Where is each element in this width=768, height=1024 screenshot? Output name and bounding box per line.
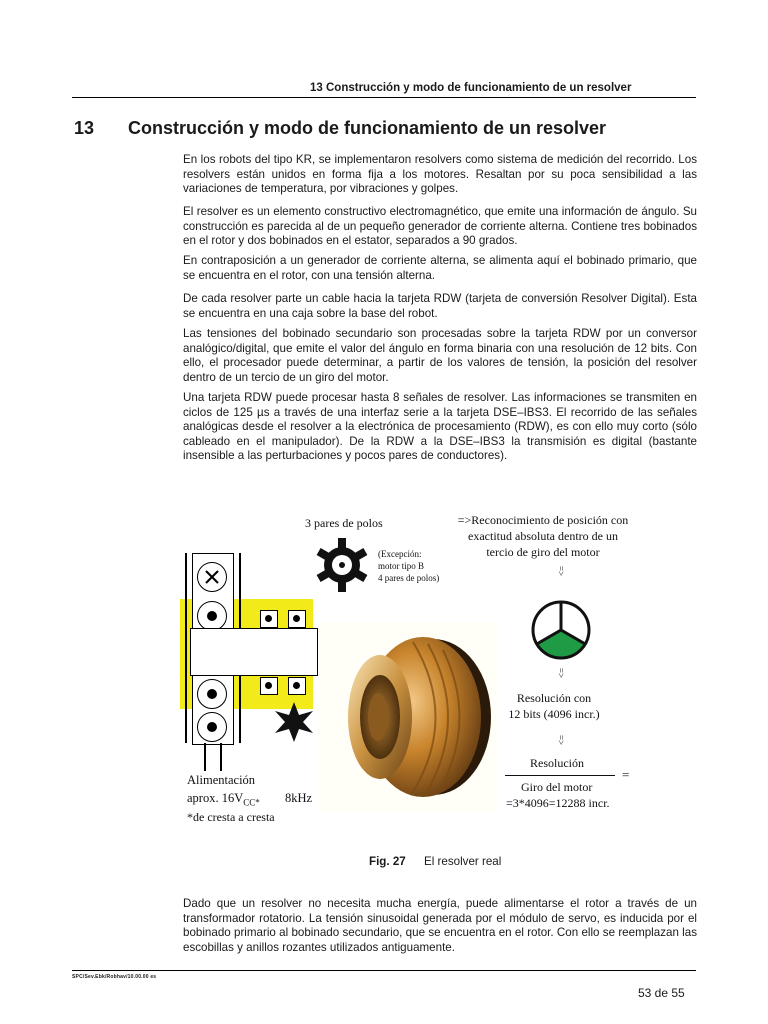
small-terminal-icon — [288, 677, 306, 695]
fraction-bar — [505, 775, 615, 776]
footer-code: SPC/Sev.Ebk/Robhav/10.00.00 es — [72, 974, 157, 980]
terminal-screw-icon — [197, 679, 227, 709]
supply-label: Alimentación — [187, 773, 256, 787]
supply-frequency: 8kHz — [285, 791, 313, 805]
star-icon — [272, 700, 316, 744]
exception-line: 4 pares de polos) — [378, 573, 440, 583]
module-box — [190, 628, 318, 676]
terminal-screw-icon — [197, 562, 227, 592]
fraction-denominator: Giro del motor — [521, 780, 593, 794]
fraction-numerator: Resolución — [530, 756, 584, 770]
pole-pairs-label: 3 pares de polos — [305, 516, 383, 530]
supply-note: *de cresta a cresta — [187, 810, 275, 824]
supply-voltage — [187, 791, 260, 808]
chapter-number: 13 — [74, 118, 95, 138]
strip-guide-line — [185, 553, 187, 743]
paragraph-6: Una tarjeta RDW puede procesar hasta 8 señales de resolver. Las informaciones se transmiten en ciclos de 125 µs a través de una interfaz serie a la tarjeta DSE–IBS3. El recorrido de las señales analógicas desde el resolver a la electrónica de procesamiento (RDW), es con ello muy corto (sólo cableado en el manipulador). De la RDW a la DSE–IBS3 la transmisión es digital (bastante insensible a las perturbaciones y pocos pares de conductores). — [183, 391, 697, 463]
terminal-screw-icon — [197, 601, 227, 631]
arrow-down-icon: => — [556, 734, 567, 746]
paragraph-1: En los robots del tipo KR, se implementaron resolvers como sistema de medición del recorrido. Los resolvers están unidos en forma fija a los motores. Resaltan por su poca sensibilidad a las variaciones de temperatura, por vibraciones y golpes. — [183, 153, 697, 196]
paragraph-5: Las tensiones del bobinado secundario son procesadas sobre la tarjeta RDW por un conversor analógico/digital, que emite el valor del ángulo en forma binaria con una resolución de 12 bits. Con ello, el procesador puede determinar, a partir de los valores de tensión, la posición del resolver dentro de un tercio de un giro del motor. — [183, 327, 697, 384]
exception-line: (Excepción: — [378, 549, 422, 559]
lead-wire — [220, 743, 222, 771]
recognition-label — [448, 512, 638, 560]
running-head: 13 Construcción y modo de funcionamiento de un resolver — [310, 82, 632, 94]
figure-caption-label: Fig. 27 — [369, 855, 406, 868]
recognition-line: =>Reconocimiento de posición con — [457, 513, 629, 527]
pole-gear-icon — [313, 536, 371, 594]
paragraph-4: De cada resolver parte un cable hacia la tarjeta RDW (tarjeta de conversión Resolver Digital). Esta se encuentra en una caja sobre la base del robot. — [183, 292, 697, 320]
terminal-screw-icon — [197, 712, 227, 742]
small-terminal-icon — [260, 610, 278, 628]
paragraph-2: El resolver es un elemento constructivo electromagnético, que emite una información de ángulo. Su construcción es parecida al de un pequeño generador de corriente alterna. Contiene tres bobinados en el rotor y dos bobinados en el estator, separados a 90 grados. — [183, 205, 697, 248]
resolution-line: Resolución con — [516, 691, 592, 705]
paragraph-7: Dado que un resolver no necesita mucha energía, puede alimentarse el rotor a través de un transformador rotatorio. La tensión sinusoidal generada por el módulo de servo, es inducida por el bobinado primario al bobinado secundario, que se encuentra en el rotor. Con ello se reemplazan las escobillas y anillos rozantes utilizados antiguamente. — [183, 897, 697, 954]
page-number: 53 de 55 — [638, 986, 685, 1000]
supply-voltage-subscript: CC* — [243, 797, 260, 808]
lead-wire — [204, 743, 206, 771]
resolution-line: 12 bits (4096 incr.) — [508, 707, 600, 721]
arrow-down-icon: => — [556, 667, 567, 679]
header-rule — [72, 97, 696, 98]
chapter-title: Construcción y modo de funcionamiento de un resolver — [128, 118, 607, 138]
resolution-label — [494, 690, 614, 722]
small-terminal-icon — [288, 610, 306, 628]
fraction-equals: = — [622, 767, 630, 782]
paragraph-3: En contraposición a un generador de corriente alterna, se alimenta aquí el bobinado primario, que se encuentra en el rotor, con una tensión alterna. — [183, 254, 697, 282]
footer-rule — [72, 970, 696, 971]
figure-caption-text: El resolver real — [424, 855, 502, 868]
resolution-disk-icon — [528, 597, 594, 663]
resolver-photo — [318, 622, 498, 812]
recognition-line: exactitud absoluta dentro de un — [468, 529, 618, 543]
small-terminal-icon — [260, 677, 278, 695]
exception-line: motor tipo B — [378, 561, 425, 571]
supply-voltage-text: aprox. 16V — [187, 791, 244, 805]
result-label: =3*4096=12288 incr. — [506, 796, 610, 810]
arrow-down-icon: => — [556, 565, 567, 577]
recognition-line: tercio de giro del motor — [486, 545, 600, 559]
exception-label — [378, 548, 439, 584]
